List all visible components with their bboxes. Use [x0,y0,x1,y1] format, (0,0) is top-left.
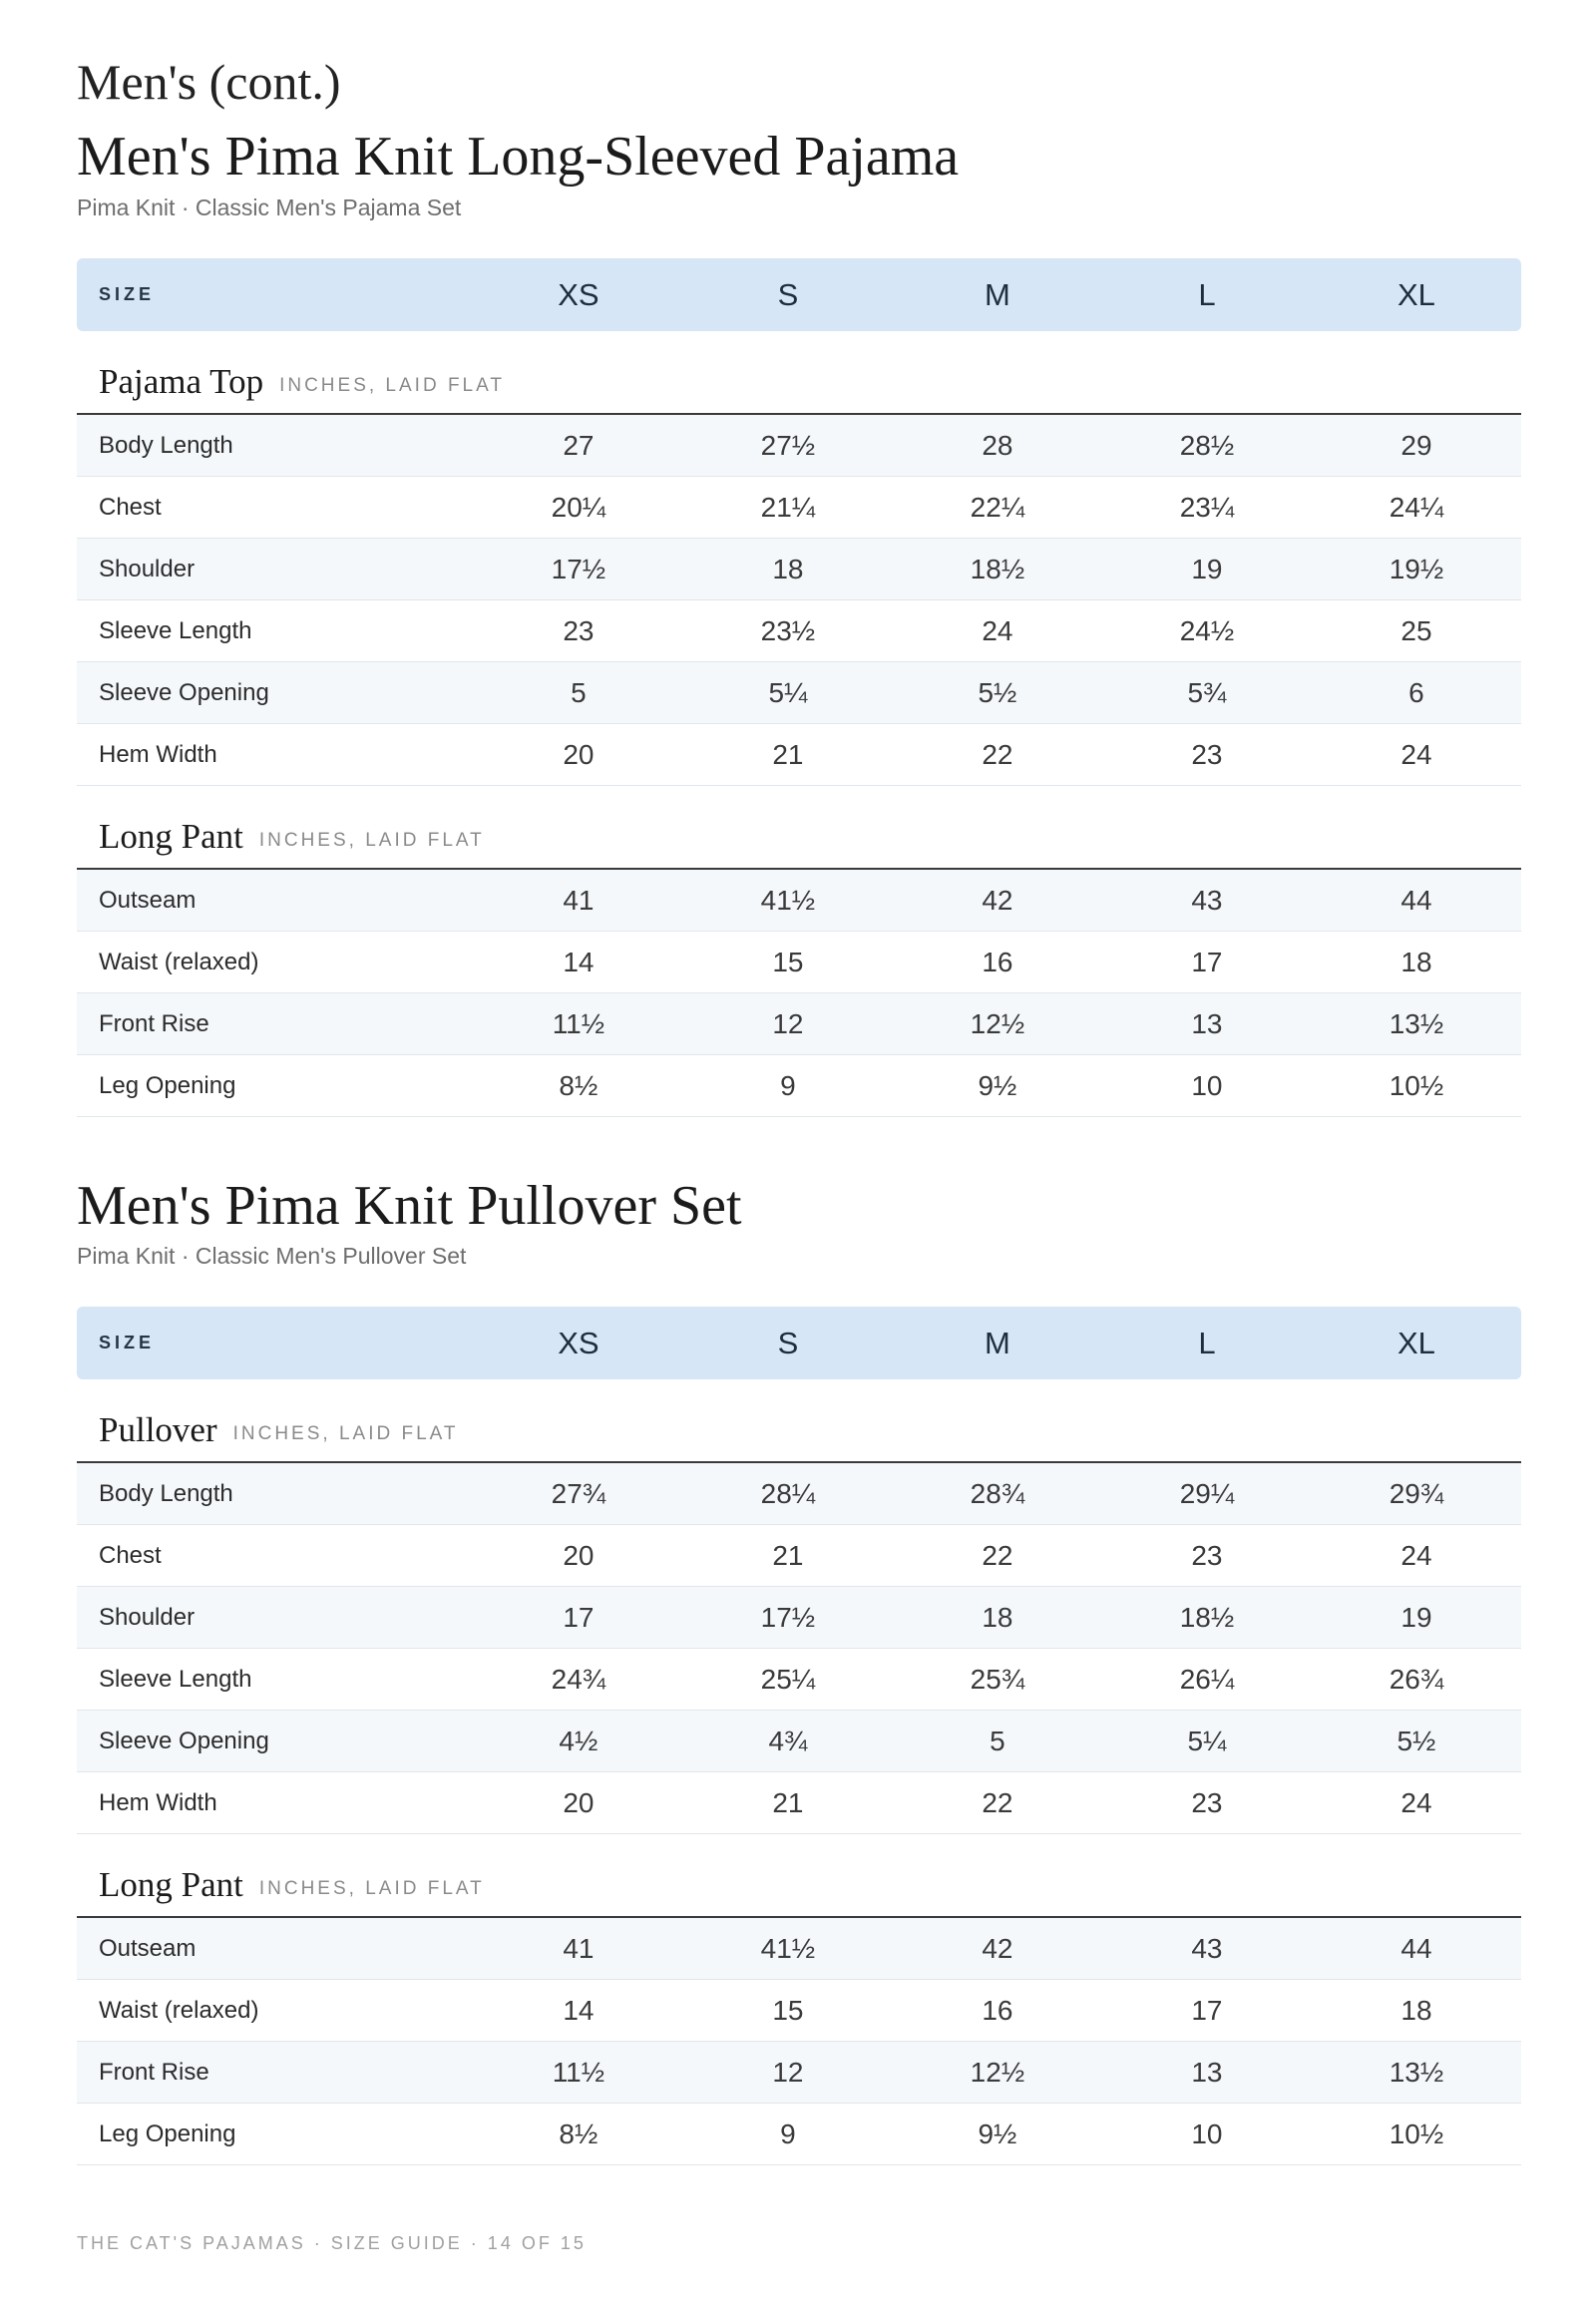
row-label: Front Rise [99,2058,209,2086]
row-label: Shoulder [99,1603,196,1631]
size-table [77,258,1521,1117]
measurement-cell: 24 [1400,1786,1432,1818]
measurement-cell: 29¾ [1389,1477,1444,1509]
measurement-cell: 25¼ [760,1663,816,1695]
measurement-cell: 10 [1191,2118,1223,2149]
measurement-cell: 24 [982,614,1013,646]
measurement-cell: 28¾ [970,1477,1025,1509]
measurement-cell: 17½ [551,553,606,584]
measurement-cell: 29¼ [1179,1477,1235,1509]
size-header-xl: XL [1397,276,1435,312]
group-title: Long Pant [99,817,243,856]
size-header-m: M [985,1325,1010,1360]
group-title: Pullover [99,1410,217,1449]
table-row [77,477,1521,539]
measurement-cell: 41 [563,884,595,916]
row-label: Leg Opening [99,2119,236,2147]
measurement-cell: 23 [1191,1786,1223,1818]
measurement-cell: 10½ [1389,2118,1444,2149]
measurement-cell: 17 [1191,946,1223,977]
table-row [77,539,1521,600]
table-row [77,1711,1521,1772]
measurement-cell: 18 [1400,1994,1432,2026]
measurement-cell: 27¾ [551,1477,606,1509]
row-label: Hem Width [99,1788,217,1816]
size-table [77,1307,1521,2165]
measurement-cell: 43 [1191,1932,1223,1964]
measurement-cell: 20 [563,738,595,770]
measurement-cell: 14 [563,946,595,977]
row-label: Body Length [99,431,233,459]
product-subtitle: Pima Knit · Classic Men's Pajama Set [77,194,462,220]
group-title: Pajama Top [99,362,264,401]
size-header-xl: XL [1397,1325,1435,1360]
measurement-cell: 23 [1191,738,1223,770]
size-header-l: L [1198,276,1216,312]
measurement-cell: 18 [1400,946,1432,977]
table-row [77,1463,1521,1525]
measurement-cell: 23 [1191,1539,1223,1571]
size-header-m: M [985,276,1010,312]
measurement-cell: 42 [982,1932,1013,1964]
table-row [77,870,1521,932]
measurement-cell: 5 [990,1725,1005,1756]
measurement-cell: 13 [1191,2056,1223,2088]
measurement-cell: 4¾ [768,1725,808,1756]
measurement-cell: 25¾ [970,1663,1025,1695]
measurement-cell: 6 [1408,676,1424,708]
measurement-cell: 19½ [1389,553,1444,584]
table-row [77,2042,1521,2104]
measurement-cell: 22¼ [970,491,1025,523]
size-header-l: L [1198,1325,1216,1360]
table-row [77,1649,1521,1711]
measurement-cell: 18 [982,1601,1013,1633]
measurement-cell: 28½ [1179,429,1235,461]
measurement-cell: 20¼ [551,491,606,523]
measurement-cell: 18 [772,553,804,584]
row-label: Hem Width [99,740,217,768]
section-heading: Men's (cont.) [77,54,341,110]
measurement-cell: 28¼ [760,1477,816,1509]
measurement-cell: 19 [1191,553,1223,584]
measurement-cell: 24½ [1179,614,1235,646]
table-row [77,724,1521,786]
row-label: Sleeve Opening [99,1727,269,1754]
measurement-cell: 21 [772,1786,804,1818]
size-header-label: SIZE [99,284,156,304]
measurement-cell: 24 [1400,1539,1432,1571]
table-row [77,932,1521,993]
measurement-cell: 24¾ [551,1663,606,1695]
measurement-cell: 10½ [1389,1069,1444,1101]
measurement-cell: 13 [1191,1007,1223,1039]
row-label: Sleeve Opening [99,678,269,706]
size-header-row [77,1307,1521,1379]
table-row [77,1525,1521,1587]
measurement-cell: 22 [982,1539,1013,1571]
group-unit-label: INCHES, LAID FLAT [232,1423,459,1444]
measurement-cell: 21 [772,738,804,770]
table-row [77,2104,1521,2165]
group-unit-label: INCHES, LAID FLAT [258,830,485,851]
measurement-cell: 27 [563,429,595,461]
row-label: Sleeve Length [99,1665,252,1693]
measurement-cell: 11½ [552,1007,605,1039]
measurement-cell: 9 [780,2118,796,2149]
measurement-cell: 21¼ [760,491,816,523]
table-row [77,1055,1521,1117]
measurement-cell: 9 [780,1069,796,1101]
measurement-cell: 14 [563,1994,595,2026]
product-title: Men's Pima Knit Long-Sleeved Pajama [77,126,960,188]
measurement-cell: 24¼ [1389,491,1444,523]
group-header [77,1834,1521,1918]
table-row [77,600,1521,662]
measurement-cell: 12½ [970,2056,1025,2088]
row-label: Sleeve Length [99,616,252,644]
measurement-cell: 18½ [970,553,1025,584]
measurement-cell: 13½ [1389,2056,1444,2088]
table-row [77,993,1521,1055]
measurement-cell: 29 [1400,429,1432,461]
measurement-cell: 10 [1191,1069,1223,1101]
table-row [77,415,1521,477]
measurement-cell: 5½ [1396,1725,1436,1756]
measurement-cell: 5 [571,676,587,708]
measurement-cell: 4½ [559,1725,598,1756]
measurement-cell: 26¼ [1179,1663,1235,1695]
measurement-cell: 21 [772,1539,804,1571]
product-title: Men's Pima Knit Pullover Set [77,1175,742,1237]
measurement-cell: 41 [563,1932,595,1964]
measurement-cell: 43 [1191,884,1223,916]
size-header-xs: XS [558,1325,599,1360]
measurement-cell: 5¾ [1187,676,1227,708]
measurement-cell: 44 [1400,884,1432,916]
product-subtitle: Pima Knit · Classic Men's Pullover Set [77,1243,467,1269]
row-label: Waist (relaxed) [99,1996,259,2024]
measurement-cell: 22 [982,738,1013,770]
size-header-xs: XS [558,276,599,312]
measurement-cell: 25 [1400,614,1432,646]
measurement-cell: 13½ [1389,1007,1444,1039]
group-title: Long Pant [99,1865,243,1904]
measurement-cell: 27½ [760,429,816,461]
measurement-cell: 5½ [978,676,1017,708]
group-header [77,1379,1521,1463]
measurement-cell: 15 [772,946,804,977]
page-footer: THE CAT'S PAJAMAS · SIZE GUIDE · 14 OF 15 [77,2233,587,2253]
group-header [77,786,1521,870]
size-header-row [77,258,1521,331]
measurement-cell: 41½ [760,884,816,916]
table-row [77,1587,1521,1649]
group-unit-label: INCHES, LAID FLAT [258,1878,485,1899]
row-label: Front Rise [99,1009,209,1037]
measurement-cell: 22 [982,1786,1013,1818]
measurement-cell: 19 [1400,1601,1432,1633]
measurement-cell: 17½ [760,1601,816,1633]
measurement-cell: 23¼ [1179,491,1235,523]
row-label: Outseam [99,886,197,914]
row-label: Chest [99,1541,162,1569]
measurement-cell: 12½ [970,1007,1025,1039]
measurement-cell: 12 [772,2056,804,2088]
group-unit-label: INCHES, LAID FLAT [279,375,505,396]
table-row [77,1772,1521,1834]
measurement-cell: 26¾ [1389,1663,1444,1695]
table-row [77,1918,1521,1980]
measurement-cell: 24 [1400,738,1432,770]
measurement-cell: 8½ [559,2118,598,2149]
measurement-cell: 8½ [559,1069,598,1101]
measurement-cell: 15 [772,1994,804,2026]
measurement-cell: 9½ [978,1069,1017,1101]
measurement-cell: 41½ [760,1932,816,1964]
measurement-cell: 17 [563,1601,595,1633]
measurement-cell: 42 [982,884,1013,916]
measurement-cell: 23½ [760,614,816,646]
row-label: Outseam [99,1934,197,1962]
size-header-s: S [777,276,799,312]
row-label: Leg Opening [99,1071,236,1099]
measurement-cell: 44 [1400,1932,1432,1964]
measurement-cell: 16 [982,1994,1013,2026]
measurement-cell: 11½ [552,2056,605,2088]
measurement-cell: 5¼ [1187,1725,1227,1756]
size-header-s: S [777,1325,799,1360]
row-label: Waist (relaxed) [99,948,259,975]
measurement-cell: 5¼ [768,676,808,708]
measurement-cell: 9½ [978,2118,1017,2149]
row-label: Shoulder [99,555,196,582]
group-header [77,331,1521,415]
measurement-cell: 20 [563,1786,595,1818]
table-row [77,662,1521,724]
measurement-cell: 17 [1191,1994,1223,2026]
row-label: Body Length [99,1479,233,1507]
measurement-cell: 12 [772,1007,804,1039]
measurement-cell: 18½ [1179,1601,1235,1633]
measurement-cell: 20 [563,1539,595,1571]
measurement-cell: 28 [982,429,1013,461]
row-label: Chest [99,493,162,521]
measurement-cell: 23 [563,614,595,646]
size-header-label: SIZE [99,1333,156,1352]
table-row [77,1980,1521,2042]
measurement-cell: 16 [982,946,1013,977]
